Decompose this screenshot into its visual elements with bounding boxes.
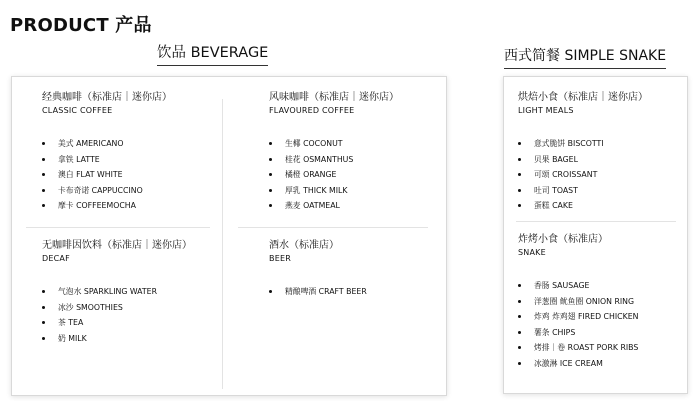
bullet-icon	[518, 300, 521, 303]
menu-group-beer	[269, 239, 367, 300]
menu-item: 意式脆饼 BISCOTTI	[518, 136, 648, 152]
bullet-icon	[518, 189, 521, 192]
row-divider-right	[238, 227, 428, 228]
bullet-icon	[42, 306, 45, 309]
bullet-icon	[518, 284, 521, 287]
bullet-icon	[269, 158, 272, 161]
beverage-heading: 饮品 BEVERAGE	[157, 44, 268, 66]
menu-group-flavoured-coffee	[269, 91, 399, 214]
menu-item: 炸鸡 炸鸡翅 FIRED CHICKEN	[518, 309, 638, 325]
menu-item: 生椰 COCONUT	[269, 136, 399, 152]
bullet-icon	[42, 290, 45, 293]
menu-item: 蛋糕 CAKE	[518, 198, 648, 214]
bullet-icon	[269, 189, 272, 192]
group-title-en: SNAKE	[518, 248, 546, 257]
group-title-cn: 无咖啡因饮料（标准店｜迷你店）	[42, 240, 192, 251]
menu-item: 香肠 SAUSAGE	[518, 278, 638, 294]
group-title-cn: 经典咖啡（标准店｜迷你店）	[42, 92, 172, 103]
bullet-icon	[269, 204, 272, 207]
menu-group-classic-coffee	[42, 91, 172, 214]
page-title: PRODUCT 产品	[10, 15, 152, 36]
group-title-en: FLAVOURED COFFEE	[269, 106, 355, 115]
bullet-icon	[518, 204, 521, 207]
menu-item: 吐司 TOAST	[518, 183, 648, 199]
simple-snake-card	[503, 76, 688, 394]
bullet-icon	[42, 173, 45, 176]
bullet-icon	[269, 142, 272, 145]
menu-item: 摩卡 COFFEEMOCHA	[42, 198, 172, 214]
group-title-cn: 风味咖啡（标准店｜迷你店）	[269, 92, 399, 103]
group-title-en: DECAF	[42, 254, 70, 263]
menu-item: 精酿啤酒 CRAFT BEER	[269, 284, 367, 300]
menu-group-decaf	[42, 239, 192, 346]
menu-item: 洋葱圈 鱿鱼圈 ONION RING	[518, 294, 638, 310]
bullet-icon	[42, 158, 45, 161]
group-title-en: CLASSIC COFFEE	[42, 106, 113, 115]
menu-item: 澳白 FLAT WHITE	[42, 167, 172, 183]
bullet-icon	[42, 189, 45, 192]
bullet-icon	[42, 337, 45, 340]
menu-item: 薯条 CHIPS	[518, 325, 638, 341]
menu-item: 卡布奇诺 CAPPUCCINO	[42, 183, 172, 199]
group-title-en: LIGHT MEALS	[518, 106, 574, 115]
menu-group-snake	[518, 233, 638, 371]
bullet-icon	[518, 346, 521, 349]
menu-item: 冰沙 SMOOTHIES	[42, 300, 192, 316]
bullet-icon	[269, 290, 272, 293]
bullet-icon	[518, 362, 521, 365]
column-divider	[222, 99, 223, 389]
simple-snake-heading: 西式简餐 SIMPLE SNAKE	[504, 47, 666, 69]
menu-item: 贝果 BAGEL	[518, 152, 648, 168]
row-divider	[516, 221, 676, 222]
menu-item: 美式 AMERICANO	[42, 136, 172, 152]
group-title-en: BEER	[269, 254, 291, 263]
bullet-icon	[518, 331, 521, 334]
bullet-icon	[518, 173, 521, 176]
bullet-icon	[518, 158, 521, 161]
menu-item: 橘橙 ORANGE	[269, 167, 399, 183]
menu-item: 茶 TEA	[42, 315, 192, 331]
menu-item: 烤排｜卷 ROAST PORK RIBS	[518, 340, 638, 356]
menu-item: 冰激淋 ICE CREAM	[518, 356, 638, 372]
bullet-icon	[518, 315, 521, 318]
menu-item: 可颂 CROISSANT	[518, 167, 648, 183]
menu-item: 奶 MILK	[42, 331, 192, 347]
menu-item: 气泡水 SPARKLING WATER	[42, 284, 192, 300]
row-divider-left	[26, 227, 210, 228]
bullet-icon	[518, 142, 521, 145]
bullet-icon	[42, 204, 45, 207]
bullet-icon	[42, 321, 45, 324]
bullet-icon	[269, 173, 272, 176]
beverage-card	[11, 76, 447, 396]
menu-group-light-meals	[518, 91, 648, 214]
menu-item: 厚乳 THICK MILK	[269, 183, 399, 199]
bullet-icon	[42, 142, 45, 145]
menu-item: 燕麦 OATMEAL	[269, 198, 399, 214]
group-title-cn: 炸烤小食（标准店）	[518, 234, 608, 245]
menu-item: 桂花 OSMANTHUS	[269, 152, 399, 168]
group-title-cn: 酒水（标准店）	[269, 240, 339, 251]
menu-item: 拿铁 LATTE	[42, 152, 172, 168]
group-title-cn: 烘焙小食（标准店｜迷你店）	[518, 92, 648, 103]
